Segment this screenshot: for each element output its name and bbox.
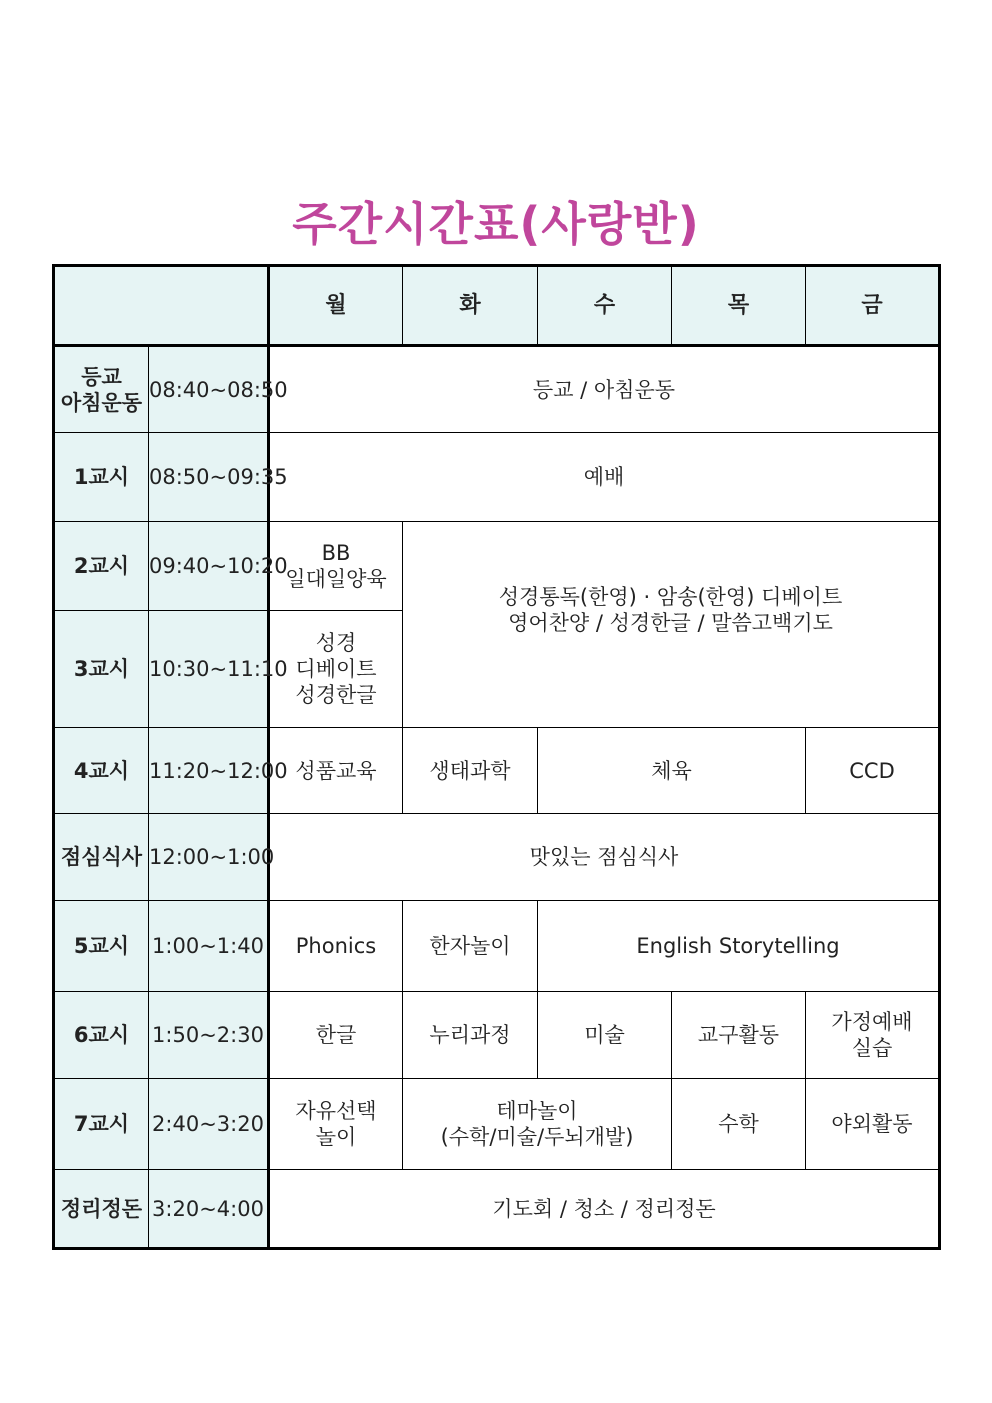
row-period-5 (54, 901, 940, 992)
row-arrival (54, 346, 940, 433)
cell-p6-mon: 한글 (269, 992, 403, 1079)
period-time: 11:20~12:00 (149, 728, 269, 814)
row-cleanup (54, 1170, 940, 1249)
period-time: 1:00~1:40 (149, 901, 269, 992)
header-row (54, 266, 940, 346)
row-period-7 (54, 1079, 940, 1170)
cell-p6-fri: 가정예배 실습 (806, 992, 940, 1079)
period-time: 2:40~3:20 (149, 1079, 269, 1170)
cell-p5-wed-fri: English Storytelling (538, 901, 940, 992)
cell-p7-fri: 야외활동 (806, 1079, 940, 1170)
period-label: 4교시 (54, 728, 149, 814)
cell-p2-mon: BB 일대일양육 (269, 522, 403, 611)
day-tue: 화 (403, 266, 538, 346)
period-time: 1:50~2:30 (149, 992, 269, 1079)
cell-arrival: 등교 / 아침운동 (269, 346, 940, 433)
cell-p6-wed: 미술 (538, 992, 672, 1079)
cell-p7-tue-wed: 테마놀이 (수학/미술/두뇌개발) (403, 1079, 672, 1170)
period-time: 10:30~11:10 (149, 611, 269, 728)
cell-p5-tue: 한자놀이 (403, 901, 538, 992)
row-period-2 (54, 522, 940, 611)
row-period-6 (54, 992, 940, 1079)
cell-p3-mon: 성경 디베이트 성경한글 (269, 611, 403, 728)
cell-p4-mon: 성품교육 (269, 728, 403, 814)
day-thu: 목 (672, 266, 806, 346)
period-label: 7교시 (54, 1079, 149, 1170)
row-period-4 (54, 728, 940, 814)
header-corner (54, 266, 269, 346)
cell-worship: 예배 (269, 433, 940, 522)
day-wed: 수 (538, 266, 672, 346)
page-title: 주간시간표(사랑반) (292, 197, 700, 251)
cell-p7-mon: 자유선택 놀이 (269, 1079, 403, 1170)
period-label: 3교시 (54, 611, 149, 728)
period-label: 6교시 (54, 992, 149, 1079)
period-label: 점심식사 (54, 814, 149, 901)
cell-p4-fri: CCD (806, 728, 940, 814)
period-time: 09:40~10:20 (149, 522, 269, 611)
cell-p7-thu: 수학 (672, 1079, 806, 1170)
period-label: 1교시 (54, 433, 149, 522)
row-lunch (54, 814, 940, 901)
day-mon: 월 (269, 266, 403, 346)
day-fri: 금 (806, 266, 940, 346)
timetable (52, 264, 941, 1250)
period-time: 3:20~4:00 (149, 1170, 269, 1249)
cell-p4-tue: 생태과학 (403, 728, 538, 814)
row-period-1 (54, 433, 940, 522)
period-time: 08:40~08:50 (149, 346, 269, 433)
period-label: 등교 아침운동 (54, 346, 149, 433)
period-time: 12:00~1:00 (149, 814, 269, 901)
period-time: 08:50~09:35 (149, 433, 269, 522)
cell-p4-wed-thu: 체육 (538, 728, 806, 814)
cell-lunch: 맛있는 점심식사 (269, 814, 940, 901)
cell-bible-program: 성경통독(한영) · 암송(한영) 디베이트 영어찬양 / 성경한글 / 말씀고백기도 (403, 522, 940, 728)
period-label: 정리정돈 (54, 1170, 149, 1249)
cell-p6-tue: 누리과정 (403, 992, 538, 1079)
cell-p6-thu: 교구활동 (672, 992, 806, 1079)
period-label: 5교시 (54, 901, 149, 992)
cell-p5-mon: Phonics (269, 901, 403, 992)
period-label: 2교시 (54, 522, 149, 611)
cell-cleanup: 기도회 / 청소 / 정리정돈 (269, 1170, 940, 1249)
